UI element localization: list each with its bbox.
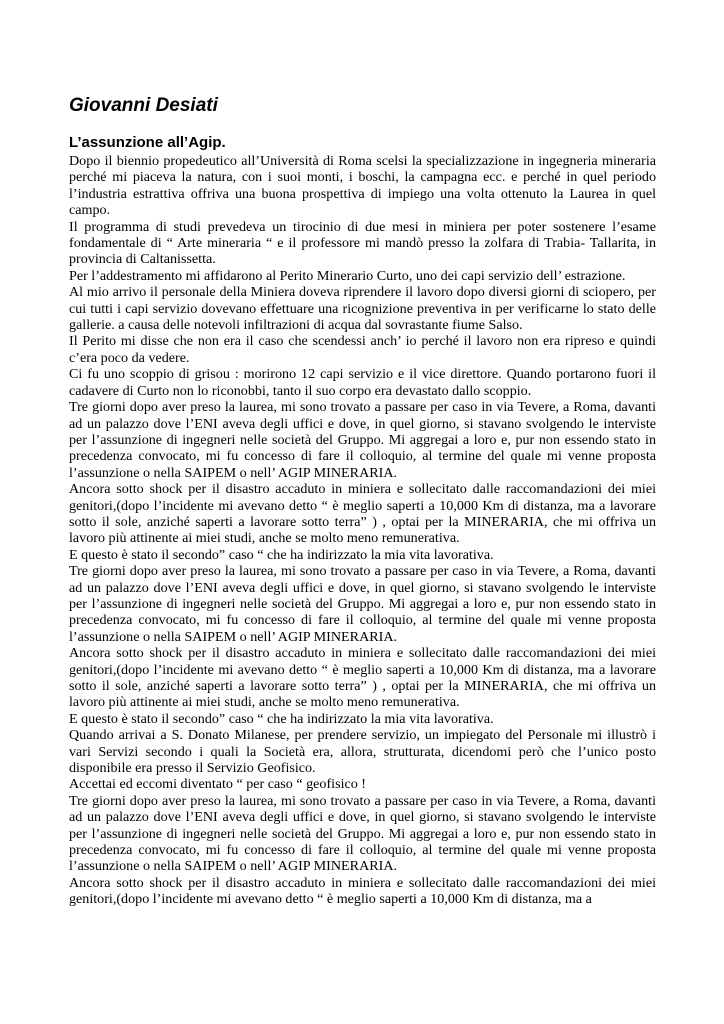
author-name: Giovanni Desiati [69, 95, 218, 116]
paragraph: Per l’addestramento mi affidarono al Perito Minerario Curto, uno dei capi servizio dell’ estrazione. [69, 267, 626, 284]
paragraph: E questo è stato il secondo” caso “ che ha indirizzato la mia vita lavorativa. [69, 546, 494, 563]
paragraph: Il Perito mi disse che non era il caso che scendessi anch’ io perché il lavoro non era ripreso e quindi c’era poco da vedere. [69, 333, 656, 366]
paragraph: Ancora sotto shock per il disastro accaduto in miniera e sollecitato dalle raccomandazioni dei miei genitori,(dopo l’incidente mi avevano detto “ è meglio saperti a 10,000 Km di distanza, ma a lavorare sotto il sole, anziché saperti a lavorare sotto terra” ) , optai per la MINERARIA, che mi offriva un lavoro più attinente ai miei studi, anche se molto meno remunerativa. [69, 481, 656, 547]
paragraph: Il programma di studi prevedeva un tirocinio di due mesi in miniera per poter sostenere l’esame fondamentale di “ Arte mineraria “ e il professore mi mandò presso la zolfara di Trabia- Tallarita, in provincia di Caltanissetta. [69, 218, 656, 268]
paragraph: Quando arrivai a S. Donato Milanese, per prendere servizio, un impiegato del Personale mi illustrò i vari Servizi secondo i quali la Società era, allora, strutturata, dicendomi però che l’unico posto disponibile era presso il Servizio Geofisico. [69, 727, 656, 777]
paragraph: Tre giorni dopo aver preso la laurea, mi sono trovato a passare per caso in via Tevere, a Roma, davanti ad un palazzo dove l’ENI aveva degli uffici e dove, in quel giorno, si stavano svolgendo le interviste per l’assunzione di ingegneri nelle società del Gruppo. Mi aggregai a loro e, pur non essendo stato in precedenza convocato, mi fu concesso di fare il colloquio, al termine del quale mi venne proposta l’assunzione o nella SAIPEM o nell’ AGIP MINERARIA. [69, 399, 656, 481]
paragraph: Accettai ed eccomi diventato “ per caso “ geofisico ! [69, 776, 367, 793]
paragraph: Ci fu uno scoppio di grisou : morirono 12 capi servizio e il vice direttore. Quando portarono fuori il cadavere di Curto non lo riconobbi, tanto il suo corpo era devastato dallo scoppio. [69, 366, 656, 399]
paragraph: Tre giorni dopo aver preso la laurea, mi sono trovato a passare per caso in via Tevere, a Roma, davanti ad un palazzo dove l’ENI aveva degli uffici e dove, in quel giorno, si stavano svolgendo le interviste per l’assunzione di ingegneri nelle società del Gruppo. Mi aggregai a loro e, pur non essendo stato in precedenza convocato, mi fu concesso di fare il colloquio, al termine del quale mi venne proposta l’assunzione o nella SAIPEM o nell’ AGIP MINERARIA. [69, 792, 656, 875]
document-body [69, 153, 656, 908]
paragraph: Al mio arrivo il personale della Miniera doveva riprendere il lavoro dopo diversi giorni di sciopero, per cui tutti i capi servizio dovevano effettuare una ricognizione preventiva in per verificarne lo stato delle gallerie. a causa delle notevoli infiltrazioni di acqua dal sovrastante fiume Salso. [69, 284, 656, 334]
paragraph: E questo è stato il secondo” caso “ che ha indirizzato la mia vita lavorativa. [69, 710, 494, 727]
section-title: L’assunzione all’Agip. [69, 134, 226, 151]
paragraph: Ancora sotto shock per il disastro accaduto in miniera e sollecitato dalle raccomandazioni dei miei genitori,(dopo l’incidente mi avevano detto “ è meglio saperti a 10,000 Km di distanza, ma a [69, 874, 656, 908]
paragraph: Tre giorni dopo aver preso la laurea, mi sono trovato a passare per caso in via Tevere, a Roma, davanti ad un palazzo dove l’ENI aveva degli uffici e dove, in quel giorno, si stavano svolgendo le interviste per l’assunzione di ingegneri nelle società del Gruppo. Mi aggregai a loro e, pur non essendo stato in precedenza convocato, mi fu concesso di fare il colloquio, al termine del quale mi venne proposta l’assunzione o nella SAIPEM o nell’ AGIP MINERARIA. [69, 563, 656, 645]
paragraph: Dopo il biennio propedeutico all’Università di Roma scelsi la specializzazione in ingegneria mineraria perché mi piaceva la natura, con i suoi monti, i boschi, la campagna ecc. e perché in quel periodo l’industria estrattiva offriva una buona prospettiva di impiego una volta ottenuto la Laurea in quel campo. [69, 153, 656, 219]
paragraph: Ancora sotto shock per il disastro accaduto in miniera e sollecitato dalle raccomandazioni dei miei genitori,(dopo l’incidente mi avevano detto “ è meglio saperti a 10,000 Km di distanza, ma a lavorare sotto il sole, anziché saperti a lavorare sotto terra” ) , optai per la MINERARIA, che mi offriva un lavoro più attinente ai miei studi, anche se molto meno remunerativa. [69, 645, 656, 711]
